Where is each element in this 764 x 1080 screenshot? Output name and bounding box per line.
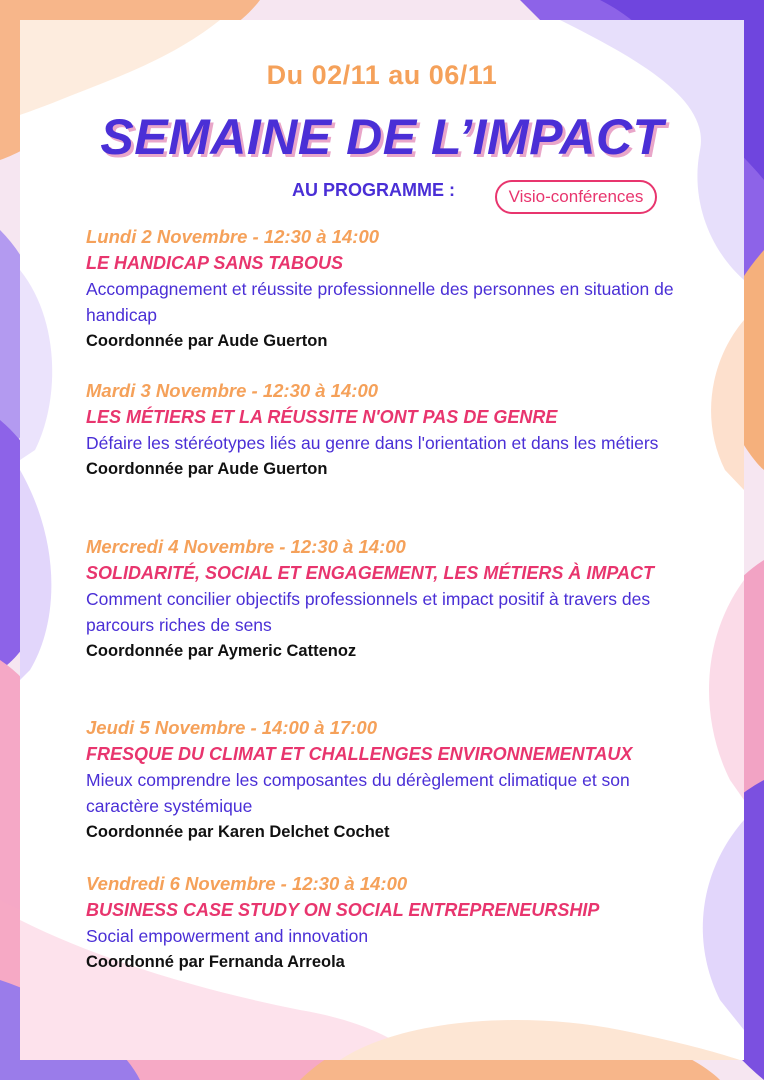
session-time: Vendredi 6 Novembre - 12:30 à 14:00 — [86, 873, 408, 894]
session-coordinator: Coordonnée par Karen Delchet Cochet — [86, 823, 390, 841]
session-description: Mieux comprendre les composantes du dérèglement climatique et son caractère systémique — [86, 770, 630, 816]
session-description: Accompagnement et réussite professionnelle des personnes en situation de handicap — [86, 279, 674, 325]
format-badge: Visio-conférences — [495, 180, 657, 214]
session-monday — [86, 224, 686, 354]
session-tuesday — [86, 378, 686, 482]
session-coordinator: Coordonné par Fernanda Arreola — [86, 953, 345, 971]
session-time: Mardi 3 Novembre - 12:30 à 14:00 — [86, 380, 379, 401]
session-friday — [86, 871, 686, 975]
session-title: SOLIDARITÉ, SOCIAL ET ENGAGEMENT, LES MÉTIERS À IMPACT — [86, 563, 655, 583]
session-description: Comment concilier objectifs professionnels et impact positif à travers des parcours riches de sens — [86, 589, 651, 635]
event-title: SEMAINE DE L’IMPACT — [100, 109, 664, 165]
session-thursday — [86, 715, 686, 845]
program-label: AU PROGRAMME : — [292, 180, 455, 200]
session-coordinator: Coordonnée par Aude Guerton — [86, 460, 328, 478]
session-description: Social empowerment and innovation — [86, 926, 369, 946]
session-time: Lundi 2 Novembre - 12:30 à 14:00 — [86, 226, 380, 247]
event-dates: Du 02/11 au 06/11 — [266, 60, 498, 90]
session-description: Défaire les stéréotypes liés au genre dans l'orientation et dans les métiers — [86, 433, 659, 453]
session-coordinator: Coordonnée par Aymeric Cattenoz — [86, 642, 357, 660]
session-coordinator: Coordonnée par Aude Guerton — [86, 332, 328, 350]
session-title: BUSINESS CASE STUDY ON SOCIAL ENTREPRENEURSHIP — [86, 900, 600, 920]
session-title: LE HANDICAP SANS TABOUS — [86, 253, 344, 273]
session-title: LES MÉTIERS ET LA RÉUSSITE N'ONT PAS DE GENRE — [86, 407, 558, 427]
session-wednesday — [86, 534, 686, 664]
session-title: FRESQUE DU CLIMAT ET CHALLENGES ENVIRONNEMENTAUX — [86, 744, 633, 764]
session-time: Jeudi 5 Novembre - 14:00 à 17:00 — [86, 717, 378, 738]
session-time: Mercredi 4 Novembre - 12:30 à 14:00 — [86, 536, 406, 557]
